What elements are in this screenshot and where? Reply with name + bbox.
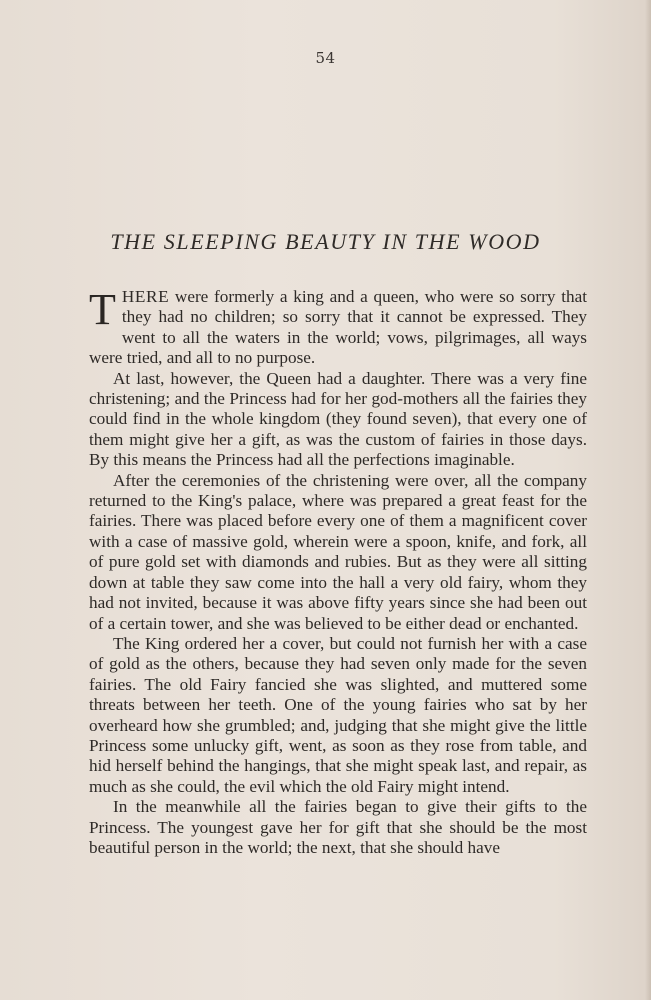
paragraph-3: After the ceremonies of the christening were over, all the company returned to the King's palace, where was prepared a great feast for the fairies. There was placed before every one of them a magnificent cover with a case of massive gold, wherein were a spoon, knife, and fork, all of pure gold set with diamonds and rubies. But as they were all sitting down at table they saw come into the hall a very old fairy, whom they had not invited, because it was above fifty years since she had been out of a certain tower, and she was believed to be either dead or enchanted. (89, 470, 587, 633)
page-number: 54 (315, 49, 336, 67)
body-text (89, 287, 587, 858)
page-edge-shadow (645, 0, 651, 1000)
paragraph-1-text: were formerly a king and a queen, who were so sorry that they had no children; so sorry that it cannot be expressed. They went to all the waters in the world; vows, pilgrimages, all ways were tried, and all to no purpose. (89, 287, 587, 368)
chapter-title: THE SLEEPING BEAUTY IN THE WOOD (110, 229, 541, 254)
paragraph-4: The King ordered her a cover, but could not furnish her with a case of gold as the others, because they had seven only made for the seven fairies. The old Fairy fancied she was slighted, and muttered some threats between her teeth. One of the young fairies who sat by her overheard how she grumbled; and, judging that she might give the little Princess some unlucky gift, went, as soon as they rose from table, and hid herself behind the hangings, that she might speak last, and repair, as much as she could, the evil which the old Fairy might intend. (89, 633, 587, 796)
paragraph-1 (89, 287, 587, 369)
opening-word: HERE (121, 287, 170, 306)
paragraph-5: In the meanwhile all the fairies began to give their gifts to the Princess. The youngest gave her for gift that she should be the most beautiful person in the world; the next, that she should have (89, 797, 587, 857)
paragraph-2: At last, however, the Queen had a daughter. There was a very fine christening; and the Princess had for her god-mothers all the fairies they could find in the whole kingdom (they found seven), that every one of them might give her a gift, as was the custom of fairies in those days. By this means the Princess had all the perfections imaginable. (89, 368, 587, 470)
drop-cap: T (89, 285, 116, 334)
